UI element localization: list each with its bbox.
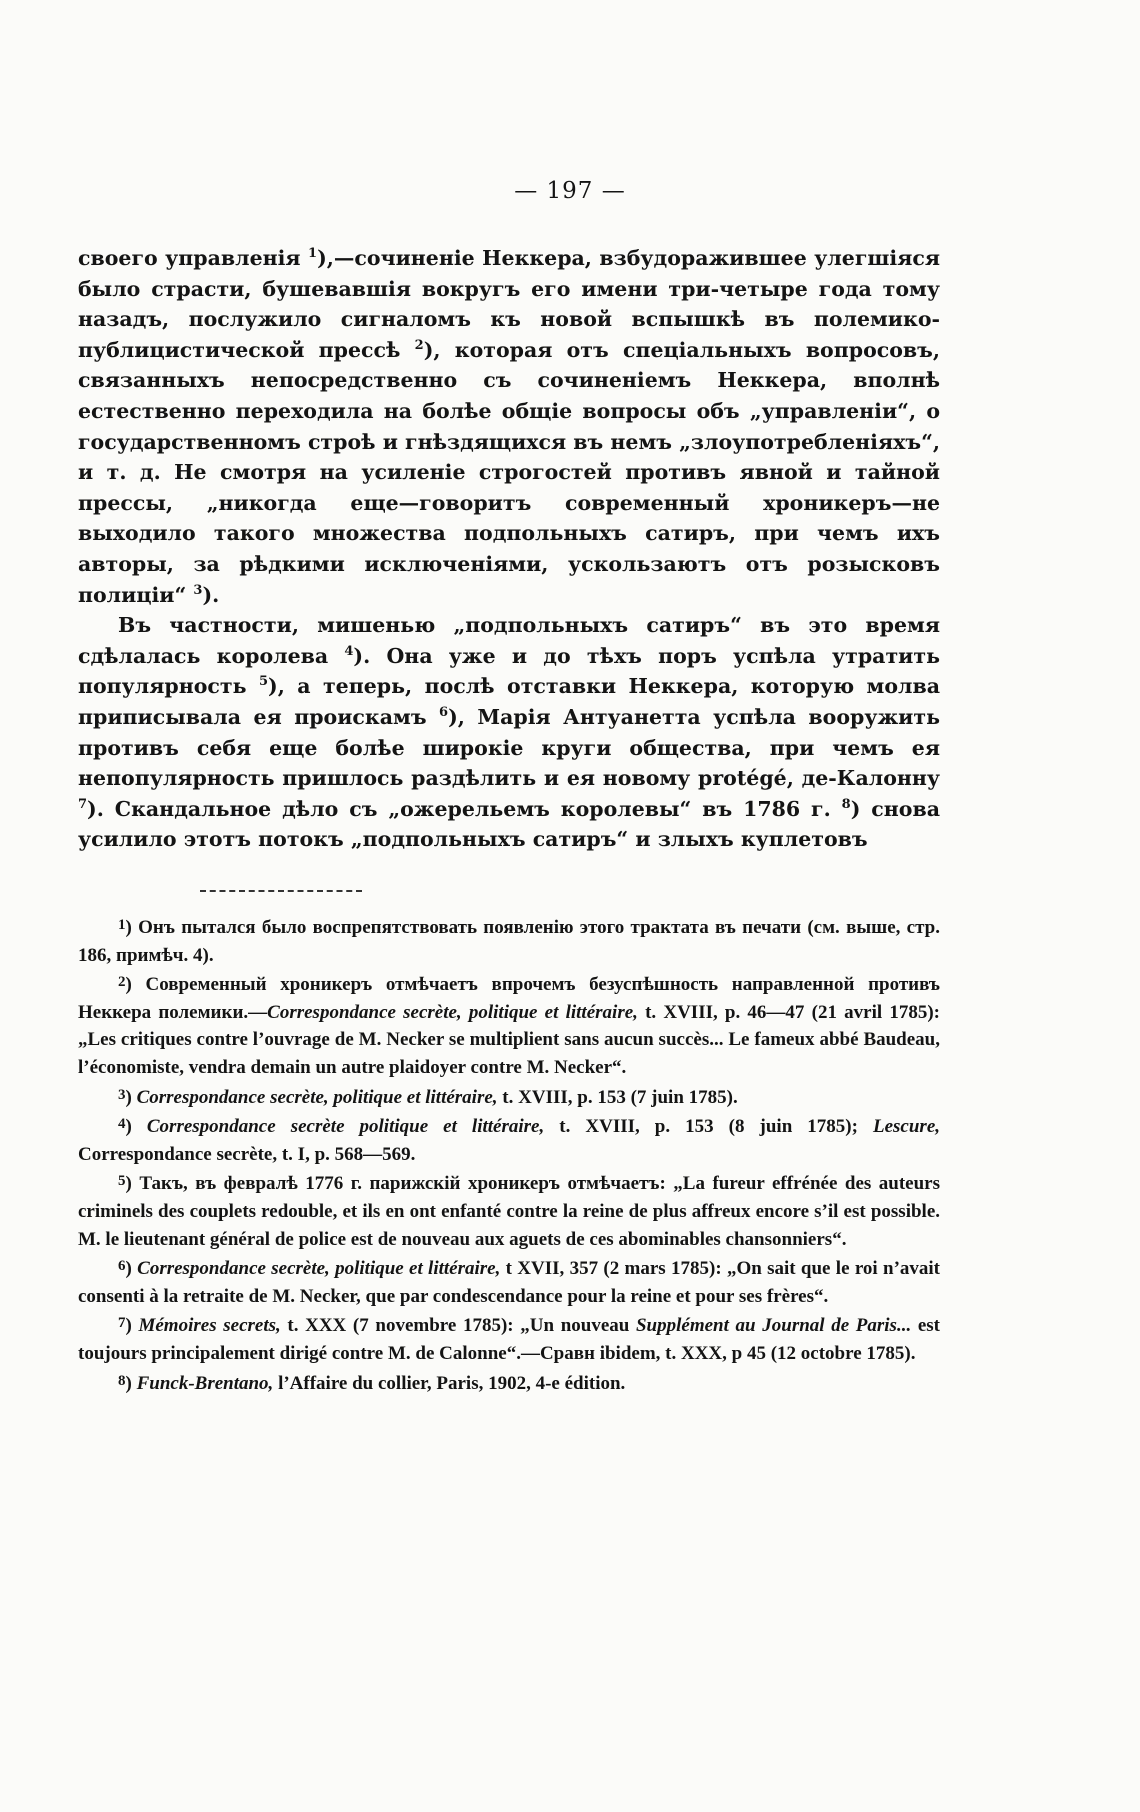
footnote-3: $^3$) Correspondance secrète, politique et littéraire, t. XVIII, p. 153 (7 juin 1785). — [118, 1086, 738, 1108]
footnote-ref-8: 8 — [841, 796, 851, 812]
footnote-ref-3: 3 — [193, 582, 203, 598]
paragraph-2: Въ частности, мишенью „подпольныхъ сатиръ“ въ это время сдѣлалась королева $^4$). Она уже и до тѣхъ поръ успѣла утратить популярность $^5$), а теперь, послѣ отставки Неккера, которую молва приписывала ея проискамъ $^6$), Марія Антуанетта успѣла вооружить противъ себя еще болѣе широкіе круги общества, при чемъ ея непопулярность пришлось раздѣлить и ея новому protégé, де-Калонну $^7$). Скандальное дѣло съ „ожерельемъ королевы“ въ 1786 г. $^8$) снова усилило этотъ потокъ „подпольныхъ сатиръ“ и злыхъ куплетовъ — [78, 613, 940, 852]
footnote-7: $^7$) Mémoires secrets, t. XXX (7 novembre 1785): „Un nouveau Supplément au Journal de Paris... est toujours principalement dirigé contre M. de Calonne“.—Сравн ibidem, t. XXX, p 45 (12 octobre 1785). — [78, 1315, 941, 1364]
footnote-ref-7: 7 — [78, 796, 88, 812]
footnote-ref-6: 6 — [439, 705, 449, 721]
footnote-ref-2: 2 — [414, 337, 424, 353]
main-text — [78, 243, 940, 855]
footnote-ref-4: 4 — [344, 643, 354, 659]
footnotes — [78, 912, 940, 1397]
footnote-5: $^5$) Такъ, въ февралѣ 1776 г. парижскій хроникеръ отмѣчаетъ: „La fureur effrénée des auteurs criminels des couplets redouble, et ils en ont enfanté contre la reine de plus affreux encore s’il est possible. M. le lieutenant général de police est de nouveau aux aguets de ces abominables chansonniers“. — [78, 1173, 940, 1250]
paragraph-1: своего управленія $^1$),—сочиненіе Неккера, взбудоражившее улегшіяся было страсти, бушевавшія вокругъ его имени три-четыре года тому назадъ, послужило сигналомъ къ новой вспышкѣ въ полемико-публицистической прессѣ $^2$), которая отъ спеціальныхъ вопросовъ, связанныхъ непосредственно съ сочиненіемъ Неккера, вполнѣ естественно переходила на болѣе общіе вопросы объ „управленіи“, о государственномъ строѣ и гнѣздящихся въ немъ „злоупотребленіяхъ“, и т. д. Не смотря на усиленіе строгостей противъ явной и тайной прессы, „никогда еще—говоритъ современный хроникеръ—не выходило такого множества подпольныхъ сатиръ, при чемъ ихъ авторы, за рѣдкими исключеніями, ускользаютъ отъ розысковъ полиціи“ $^3$). — [78, 246, 941, 607]
footnote-1: $^1$) Онъ пытался было воспрепятствовать появленію этого трактата въ печати (см. выше, стр. 186, примѣч. 4). — [78, 917, 940, 966]
footnote-ref-1: 1 — [308, 246, 318, 262]
footnote-ref-5: 5 — [258, 674, 268, 690]
footnote-2: $^2$) Современный хроникеръ отмѣчаетъ впрочемъ безуспѣшность направленной противъ Неккера полемики.—Correspondance secrète, politique et littéraire, t. XVIII, p. 46—47 (21 avril 1785): „Les critiques contre l’ouvrage de M. Necker se multiplient sans aucun succès... Le fameux abbé Baudeau, l’économiste, vendra demain un autre plaidoyer contre M. Necker“. — [78, 974, 940, 1078]
page-number: — 197 — — [514, 178, 626, 204]
footnote-separator — [200, 890, 362, 892]
footnote-4: $^4$) Correspondance secrète politique et littéraire, t. XVIII, p. 153 (8 juin 1785); Lescure, Correspondance secrète, t. I, p. 568—569. — [78, 1116, 941, 1165]
footnote-8: $^8$) Funck-Brentano, l’Affaire du collier, Paris, 1902, 4-e édition. — [118, 1372, 626, 1394]
footnote-6: $^6$) Correspondance secrète, politique et littéraire, t XVII, 357 (2 mars 1785): „On sait que le roi n’avait consenti à la retraite de M. Necker, que par condescendance pour la reine et pour ses frères“. — [78, 1258, 940, 1307]
